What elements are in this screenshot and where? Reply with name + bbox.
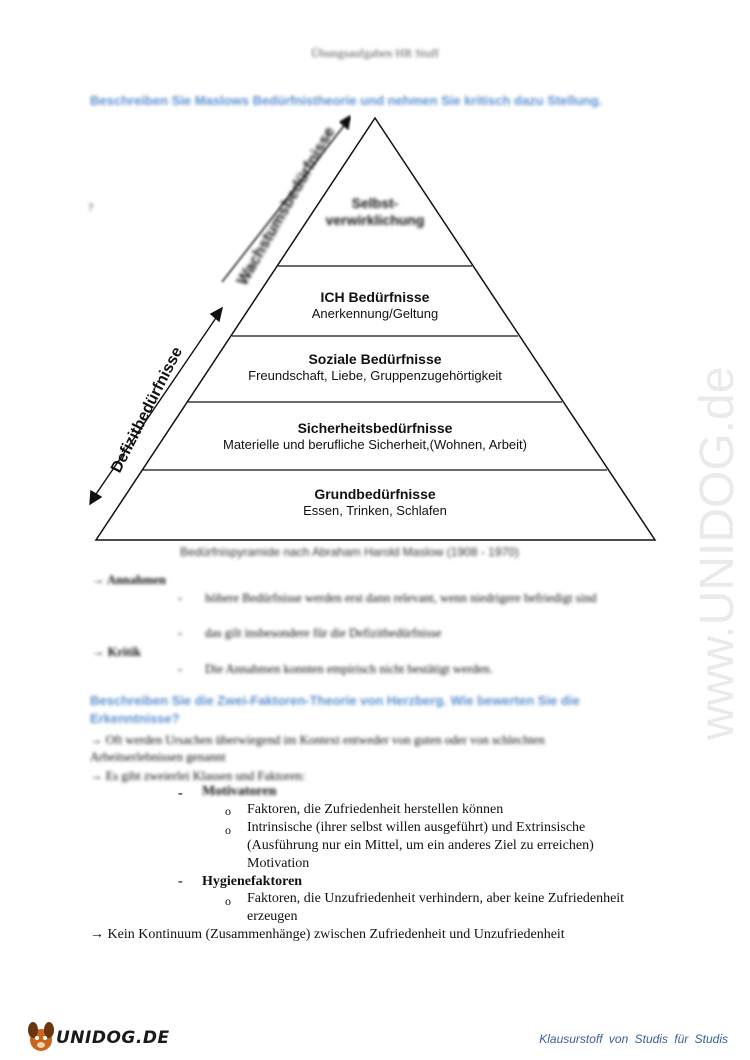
arrow-wachstum-head [340, 116, 350, 129]
pyramid-level-sozial [200, 351, 550, 384]
motivatoren-item-2: Intrinsische (ihrer selbst willen ausgeführt) und Extrinsische (Ausführung nur ein Mittel, um ein anderes Ziel zu erreichen) Motivation [247, 820, 594, 871]
pyramid-outline [96, 118, 655, 540]
level-subtitle: Freundschaft, Liebe, Gruppenzugehörtigkeit [248, 368, 502, 383]
list-dash: - [178, 626, 183, 640]
herzberg-line-2: → Es gibt zweierlei Klassen und Faktoren: [90, 769, 306, 783]
circle-bullet: o [225, 894, 231, 908]
level-subtitle: Essen, Trinken, Schlafen [303, 503, 447, 518]
level-title: Soziale Bedürfnisse [308, 351, 442, 367]
label-wachstumsbeduerfnisse: Wachstumsbedürfnisse [234, 124, 339, 289]
level-subtitle: Materielle und berufliche Sicherheit,(Wohnen, Arbeit) [223, 437, 527, 452]
level-title: Sicherheitsbedürfnisse [297, 420, 453, 436]
page-header: Übungsaufgaben HR Stuff [311, 46, 439, 60]
pyramid-caption: Bedürfnispyramide nach Abraham Harold Maslow (1908 - 1970) [180, 545, 519, 559]
watermark: www.UNIDOG.de [691, 366, 744, 740]
hygiene-item-1: Faktoren, die Unzufriedenheit verhindern, aber keine Zufriedenheit erzeugen [247, 891, 625, 924]
circle-bullet: o [225, 823, 231, 837]
list-dash: - [178, 662, 183, 676]
question-2-heading: Beschreiben Sie die Zwei-Faktoren-Theorie von Herzberg. Wie bewerten Sie die Erkenntnisse? [90, 693, 580, 726]
level-title: verwirklichung [325, 212, 425, 228]
annahmen-item-2: das gilt insbesondere für die Defizitbedürfnisse [205, 626, 442, 640]
motivatoren-heading: Motivatoren [202, 784, 277, 799]
arrow-defizit-head-bottom [90, 491, 101, 504]
unidog-logo-text: UNIDOG.DE [56, 1028, 170, 1048]
question-1-heading: Beschreiben Sie Maslows Bedürfnistheorie und nehmen Sie kritisch dazu Stellung. [90, 93, 603, 108]
pyramid-level-sicherheit [175, 420, 575, 453]
hygiene-heading: Hygienefaktoren [202, 874, 303, 889]
level-title: Selbst- [351, 195, 399, 211]
circle-bullet: o [225, 804, 231, 818]
motivatoren-item-1: Faktoren, die Zufriedenheit herstellen können [247, 802, 504, 817]
pyramid-level-grund [200, 486, 550, 519]
dog-logo-icon [24, 1018, 58, 1054]
footer-slogan: Klausurstoff von Studis für Studis [539, 1032, 728, 1046]
list-dash: - [178, 786, 183, 801]
list-dash: - [178, 874, 183, 889]
kritik-heading: → Kritik [92, 645, 141, 659]
level-title: ICH Bedürfnisse [320, 289, 430, 305]
kritik-item-1: Die Annahmen konnten empirisch nicht bestätigt werden. [205, 662, 493, 676]
herzberg-conclusion: → Kein Kontinuum (Zusammenhänge) zwischen Zufriedenheit und Unzufriedenheit [90, 927, 565, 942]
level-title: Grundbedürfnisse [314, 486, 436, 502]
arrow-defizit-head-top [211, 308, 222, 321]
annahmen-item-1: höhere Bedürfnisse werden erst dann relevant, wenn niedrigere befriedigt sind [205, 591, 597, 605]
annahmen-heading: → Annahmen [92, 573, 166, 587]
pyramid-level-ich [250, 289, 500, 322]
pyramid-level-selbstverwirklichung [300, 195, 450, 229]
list-dash: - [178, 591, 183, 605]
margin-mark: ? [88, 200, 94, 214]
herzberg-line-1: → Oft werden Ursachen überwiegend im Kontext entweder von guten oder von schlechten Arbeitserlebnissen genannt [90, 733, 545, 764]
label-defizitbeduerfnisse: Defizitbedürfnisse [108, 344, 187, 476]
level-subtitle: Anerkennung/Geltung [311, 306, 439, 321]
